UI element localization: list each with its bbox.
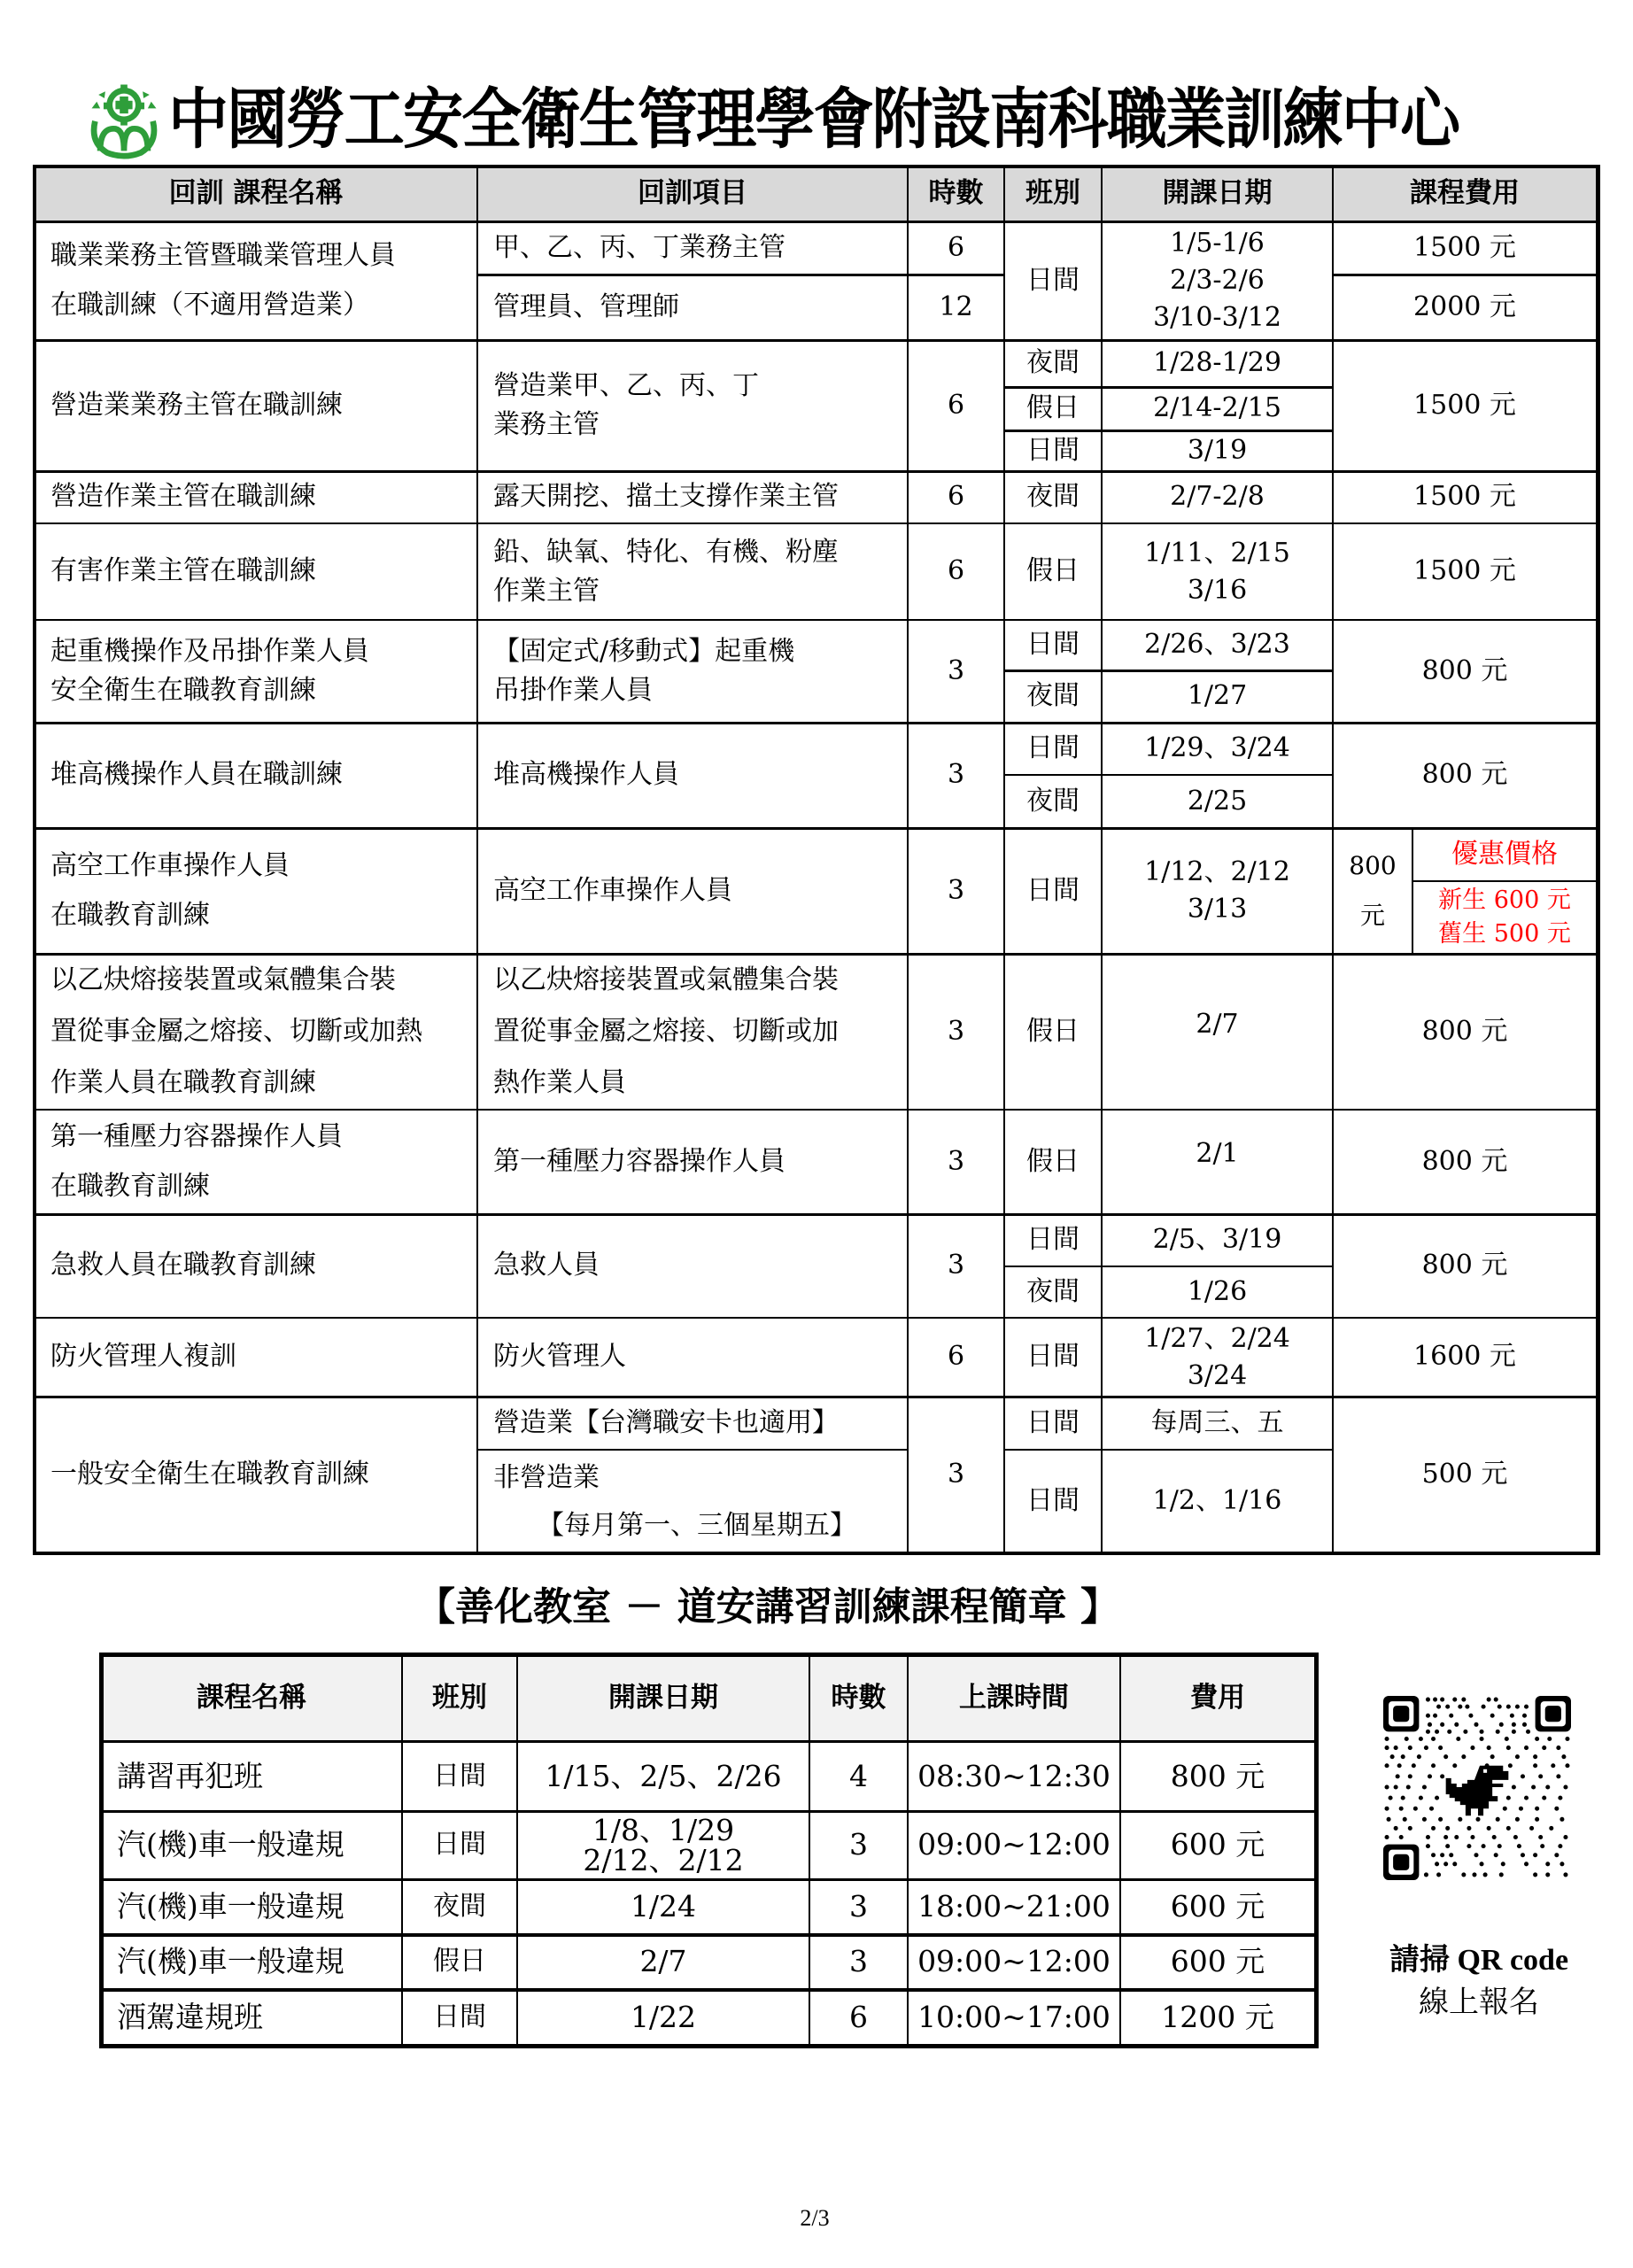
table-row-class: 日間 xyxy=(1026,264,1080,296)
table-row-dates: 2/5、3/19 xyxy=(1152,1224,1282,1256)
page-title: 中國勞工安全衛生管理學會附設南科職業訓練中心 xyxy=(168,81,1459,158)
column-header-fee: 課程費用 xyxy=(1333,166,1597,221)
table-row-item: 營造業甲、乙、丙、丁 業務主管 xyxy=(493,370,759,440)
table-row-fee: 600 元 xyxy=(1170,1943,1265,1978)
table-row-fee: 600 元 xyxy=(1170,1827,1265,1862)
table-border xyxy=(33,165,1600,168)
subrow-divider xyxy=(477,274,1004,276)
table-row-dates: 每周三、五 xyxy=(1150,1406,1284,1438)
table-row-dates: 1/5-1/6 2/3-2/6 3/10-3/12 xyxy=(1153,228,1281,333)
table-row-fee: 1500 元 xyxy=(1413,555,1516,587)
table-row-hours: 3 xyxy=(947,1250,965,1281)
table-row-course: 起重機操作及吊掛作業人員 安全衛生在職教育訓練 xyxy=(50,636,369,706)
column-divider xyxy=(1332,166,1334,1553)
table-row-name: 酒駕違規班 xyxy=(117,1999,263,2034)
column-header-name: 課程名稱 xyxy=(101,1655,402,1742)
table-row-time: 10:00~17:00 xyxy=(917,1999,1111,2034)
table-row-fee: 800 元 xyxy=(1421,654,1508,686)
table-row-time: 09:00~12:00 xyxy=(917,1943,1111,1978)
table-row-hours: 6 xyxy=(849,1999,868,2034)
table-row-course: 營造業業務主管在職訓練 xyxy=(50,389,343,421)
table-row-class: 日間 xyxy=(1026,732,1080,764)
table-row-name: 汽(機)車一般違規 xyxy=(117,1888,344,1924)
row-divider xyxy=(35,1213,1598,1216)
table-row-fee: 800 元 xyxy=(1421,1015,1508,1047)
row-divider xyxy=(35,1317,1598,1319)
table-row-time: 18:00~21:00 xyxy=(917,1888,1111,1924)
column-header-fee: 費用 xyxy=(1120,1655,1315,1742)
subrow-divider xyxy=(1004,430,1333,432)
table-row-hours: 3 xyxy=(849,1943,868,1978)
table-row-item: 堆高機操作人員 xyxy=(493,759,679,791)
row-divider xyxy=(101,1933,1316,1937)
table-row-dates: 1/22 xyxy=(630,1999,697,2034)
column-header-items: 回訓項目 xyxy=(477,166,908,221)
table-row-dates: 1/24 xyxy=(630,1888,697,1924)
table-row-item: 第一種壓力容器操作人員 xyxy=(493,1145,786,1177)
table-row-hours: 3 xyxy=(947,874,965,906)
table-row-class: 夜間 xyxy=(433,1890,486,1922)
subrow-divider xyxy=(1412,880,1597,882)
table-row-class: 日間 xyxy=(1026,1485,1080,1517)
table-row-class: 日間 xyxy=(1026,434,1080,466)
table-row-dates: 2/7-2/8 xyxy=(1170,481,1265,513)
table-row-item: 露天開挖、擋土支撐作業主管 xyxy=(493,481,839,513)
table-row-dates: 1/27、2/24 3/24 xyxy=(1144,1322,1290,1391)
table-row-fee: 1500 元 xyxy=(1413,389,1516,421)
table-row-dates: 1/29、3/24 xyxy=(1144,732,1290,764)
table-row-class: 假日 xyxy=(1026,1145,1080,1177)
table-row-hours: 3 xyxy=(947,654,965,686)
table-row-fee: 800 元 xyxy=(1170,1758,1265,1793)
table-row-time: 08:30~12:30 xyxy=(917,1758,1111,1793)
column-divider xyxy=(907,1655,909,2046)
table-row-fee: 800 元 xyxy=(1421,1145,1508,1177)
table-row-dates: 1/26 xyxy=(1187,1275,1248,1307)
table-row-dates: 2/25 xyxy=(1187,785,1248,817)
row-divider xyxy=(35,1109,1598,1111)
row-divider xyxy=(35,221,1598,223)
table-row-item: 以乙炔熔接裝置或氣體集合裝 置從事金屬之熔接、切斷或加 熱作業人員 xyxy=(493,964,839,1098)
table-row-class: 夜間 xyxy=(1026,680,1080,712)
table-row-name: 講習再犯班 xyxy=(117,1758,263,1793)
table-row-hours: 3 xyxy=(947,1015,965,1047)
table-row-class: 假日 xyxy=(433,1945,486,1977)
qr-code-icon[interactable] xyxy=(1383,1696,1571,1880)
table-row-fee: 1500 元 xyxy=(1413,481,1516,513)
table-row-item: 高空工作車操作人員 xyxy=(493,874,732,906)
table-row-dates: 2/14-2/15 xyxy=(1153,392,1281,424)
table-row-dates: 1/8、1/29 2/12、2/12 xyxy=(583,1812,744,1877)
table-row-name: 汽(機)車一般違規 xyxy=(117,1827,344,1862)
table-row-dates: 1/27 xyxy=(1187,680,1248,712)
column-divider xyxy=(476,166,478,1553)
table-row-name: 汽(機)車一般違規 xyxy=(117,1943,344,1978)
discount-old-student: 舊生 500 元 xyxy=(1438,920,1571,948)
table-border xyxy=(33,165,36,1555)
table-row-dates: 1/15、2/5、2/26 xyxy=(545,1758,782,1793)
table-row-class: 假日 xyxy=(1026,1015,1080,1047)
table-row-course: 營造作業主管在職訓練 xyxy=(50,481,316,513)
subrow-divider xyxy=(1004,1266,1333,1267)
table-row-hours: 4 xyxy=(849,1758,868,1793)
table-row-course: 第一種壓力容器操作人員 在職教育訓練 xyxy=(50,1121,343,1202)
discount-label: 優惠價格 xyxy=(1451,838,1558,870)
table-row-item: 管理員、管理師 xyxy=(493,290,679,322)
table-row-fee: 2000 元 xyxy=(1413,290,1516,322)
column-header-dates: 開課日期 xyxy=(1102,166,1333,221)
table-border xyxy=(1596,165,1600,1555)
table-row-fee: 800 元 xyxy=(1421,759,1508,791)
discount-prices xyxy=(1412,881,1597,954)
table-row-class: 夜間 xyxy=(1026,785,1080,817)
column-divider xyxy=(809,1655,810,2046)
column-divider xyxy=(907,166,909,1553)
column-divider xyxy=(1119,1655,1121,2046)
table-row-fee: 1200 元 xyxy=(1161,1999,1274,2034)
table-row-class: 夜間 xyxy=(1026,347,1080,379)
table-border xyxy=(99,1653,1319,1657)
row-divider xyxy=(101,1740,1316,1743)
column-divider xyxy=(1003,166,1005,1553)
table-row-class: 日間 xyxy=(1026,874,1080,906)
table-row-dates: 2/7 xyxy=(639,1943,687,1978)
table-row-hours: 6 xyxy=(947,481,965,513)
table-row-dates: 1/12、2/12 3/13 xyxy=(1144,856,1290,925)
qr-caption-line2: 線上報名 xyxy=(1419,1986,1539,2019)
table-row-fee: 600 元 xyxy=(1170,1888,1265,1924)
table-row-hours: 3 xyxy=(947,759,965,791)
table-row-fee: 800 元 xyxy=(1349,851,1397,930)
subrow-divider xyxy=(1004,774,1333,776)
discount-new-student: 新生 600 元 xyxy=(1438,886,1571,914)
table-row-dates: 1/11、2/15 3/16 xyxy=(1144,537,1290,606)
column-divider xyxy=(1412,828,1413,954)
table-row-course: 高空工作車操作人員 在職教育訓練 xyxy=(50,850,290,931)
row-divider xyxy=(35,1396,1598,1398)
column-header-dates: 開課日期 xyxy=(517,1655,809,1742)
table-row-class: 夜間 xyxy=(1026,1275,1080,1307)
row-divider xyxy=(101,1810,1316,1813)
section-title: 【善化教室 － 道安講習訓練課程簡章 】 xyxy=(416,1584,1119,1629)
table-row-course: 職業業務主管暨職業管理人員 在職訓練（不適用營造業） xyxy=(50,240,396,321)
table-border xyxy=(33,1552,1600,1555)
table-row-course: 以乙炔熔接裝置或氣體集合裝 置從事金屬之熔接、切斷或加熱 作業人員在職教育訓練 xyxy=(50,964,422,1098)
table-row-time: 09:00~12:00 xyxy=(917,1827,1111,1862)
row-divider xyxy=(101,1878,1316,1881)
subrow-divider xyxy=(477,1449,908,1451)
table-row-item-group xyxy=(477,1450,908,1553)
table-row-fee: 800 元 xyxy=(1421,1250,1508,1281)
subrow-divider xyxy=(1004,1449,1333,1451)
page-number: 2/3 xyxy=(800,2205,830,2231)
table-row-hours: 3 xyxy=(849,1827,868,1862)
table-row-fee: 1600 元 xyxy=(1413,1341,1516,1373)
column-divider xyxy=(401,1655,403,2046)
row-divider xyxy=(35,619,1598,621)
column-header-class: 班別 xyxy=(1004,166,1102,221)
column-divider xyxy=(1101,166,1103,1553)
table-row-course: 堆高機操作人員在職訓練 xyxy=(50,759,343,791)
table-row-hours: 6 xyxy=(947,555,965,587)
table-row-class: 日間 xyxy=(433,1760,486,1792)
table-row-item: 非營造業 xyxy=(493,1461,600,1493)
table-row-class: 日間 xyxy=(433,1829,486,1861)
table-row-hours: 6 xyxy=(947,231,965,263)
table-row-item: 防火管理人 xyxy=(493,1341,626,1373)
row-divider xyxy=(101,1988,1316,1992)
column-header-class: 班別 xyxy=(402,1655,517,1742)
subrow-divider xyxy=(1333,274,1597,276)
table-row-class: 夜間 xyxy=(1026,481,1080,513)
table-row-hours: 3 xyxy=(849,1888,868,1924)
table-row-class: 假日 xyxy=(1026,555,1080,587)
table-row-item: 急救人員 xyxy=(493,1250,600,1281)
table-row-hours: 6 xyxy=(947,1341,965,1373)
row-divider xyxy=(35,953,1598,956)
table-row-dates: 2/1 xyxy=(1196,1137,1239,1169)
table-row-course: 一般安全衛生在職教育訓練 xyxy=(50,1459,369,1490)
row-divider xyxy=(35,339,1598,342)
subrow-divider xyxy=(1004,386,1333,389)
table-row-class: 日間 xyxy=(433,2001,486,2032)
row-divider xyxy=(35,470,1598,473)
table-row-dates: 3/19 xyxy=(1187,434,1248,466)
row-divider xyxy=(35,722,1598,724)
table-row-dates: 2/7 xyxy=(1196,1008,1239,1040)
table-row-class: 日間 xyxy=(1026,1224,1080,1256)
table-row-item-note: 【每月第一、三個星期五】 xyxy=(538,1509,856,1541)
table-row-hours: 3 xyxy=(947,1459,965,1490)
column-header-hours: 時數 xyxy=(908,166,1004,221)
table-row-class: 日間 xyxy=(1026,629,1080,661)
table-row-item: 甲、乙、丙、丁業務主管 xyxy=(493,231,786,263)
column-header-course: 回訓 課程名稱 xyxy=(35,166,477,221)
organization-logo-icon xyxy=(81,74,166,159)
table-row-dates: 1/2、1/16 xyxy=(1152,1485,1282,1517)
table-row-class: 日間 xyxy=(1026,1406,1080,1438)
table-row-course: 有害作業主管在職訓練 xyxy=(50,555,316,587)
table-row-hours: 3 xyxy=(947,1145,965,1177)
table-row-course: 防火管理人複訓 xyxy=(50,1341,236,1373)
qr-caption-line1: 請掃 QR code xyxy=(1389,1944,1569,1977)
row-divider xyxy=(35,827,1598,830)
column-header-hours: 時數 xyxy=(809,1655,908,1742)
table-row-dates: 2/26、3/23 xyxy=(1144,629,1290,661)
table-row-class: 假日 xyxy=(1026,392,1080,424)
table-row-item: 【固定式/移動式】起重機 吊掛作業人員 xyxy=(493,636,795,706)
table-row-fee: 500 元 xyxy=(1421,1459,1508,1490)
table-row-course: 急救人員在職教育訓練 xyxy=(50,1250,316,1281)
qr-caption xyxy=(1355,1939,1603,2024)
table-row-hours: 6 xyxy=(947,389,965,421)
column-header-time: 上課時間 xyxy=(908,1655,1120,1742)
column-divider xyxy=(516,1655,518,2046)
table-row-item: 鉛、缺氧、特化、有機、粉塵 作業主管 xyxy=(493,536,839,607)
table-row-dates: 1/28-1/29 xyxy=(1153,347,1281,379)
row-divider xyxy=(35,522,1598,524)
table-row-fee: 1500 元 xyxy=(1413,231,1516,263)
table-row-item: 營造業【台灣職安卡也適用】 xyxy=(493,1406,839,1438)
subrow-divider xyxy=(1004,670,1333,672)
table-row-hours: 12 xyxy=(939,290,973,322)
table-row-class: 日間 xyxy=(1026,1341,1080,1373)
table-border xyxy=(99,2044,1319,2048)
